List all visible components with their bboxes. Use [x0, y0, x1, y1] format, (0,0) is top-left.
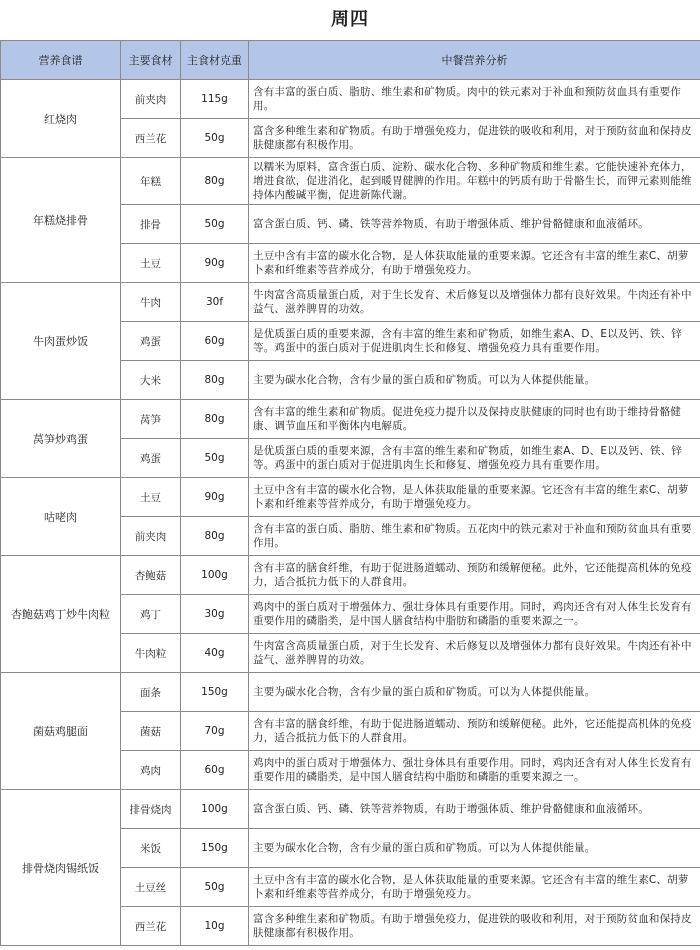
dish-name-cell: 杏鲍菇鸡丁炒牛肉粒	[1, 556, 121, 673]
dish-name-cell: 红烧肉	[1, 80, 121, 158]
table-row	[1, 158, 700, 205]
weight-cell: 90g	[181, 478, 249, 517]
analysis-cell: 主要为碳水化合物，含有少量的蛋白质和矿物质。可以为人体提供能量。	[249, 361, 700, 400]
ingredient-cell: 排骨	[121, 205, 181, 244]
dish-name-cell: 排骨烧肉锡纸饭	[1, 790, 121, 946]
ingredient-cell: 西兰花	[121, 119, 181, 158]
nutrition-table	[0, 40, 700, 946]
analysis-cell: 鸡肉中的蛋白质对于增强体力、强壮身体具有重要作用。同时，鸡肉还含有对人体生长发育有重要作用的磷脂类，是中国人膳食结构中脂肪和磷脂的重要来源之一。	[249, 751, 700, 790]
ingredient-cell: 土豆	[121, 478, 181, 517]
weight-cell: 150g	[181, 829, 249, 868]
ingredient-cell: 西兰花	[121, 907, 181, 946]
analysis-cell: 含有丰富的膳食纤维，有助于促进肠道蠕动、预防和缓解便秘。此外，它还能提高机体的免疫力，适合抵抗力低下的人群食用。	[249, 556, 700, 595]
weight-cell: 60g	[181, 322, 249, 361]
dish-name-cell: 莴笋炒鸡蛋	[1, 400, 121, 478]
ingredient-cell: 排骨烧肉	[121, 790, 181, 829]
weight-cell: 30g	[181, 595, 249, 634]
weight-cell: 80g	[181, 361, 249, 400]
ingredient-cell: 牛肉粒	[121, 634, 181, 673]
ingredient-cell: 牛肉	[121, 283, 181, 322]
ingredient-cell: 前夹肉	[121, 80, 181, 119]
weight-cell: 80g	[181, 400, 249, 439]
analysis-cell: 牛肉富含高质量蛋白质，对于生长发育、术后修复以及增强体力都有良好效果。牛肉还有补中益气、滋养脾胃的功效。	[249, 634, 700, 673]
weight-cell: 60g	[181, 751, 249, 790]
weight-cell: 50g	[181, 119, 249, 158]
header-weight: 主食材克重	[181, 41, 249, 80]
weight-cell: 150g	[181, 673, 249, 712]
analysis-cell: 富含多种维生素和矿物质。有助于增强免疫力，促进铁的吸收和利用，对于预防贫血和保持皮肤健康都有积极作用。	[249, 119, 700, 158]
header-ingredient: 主要食材	[121, 41, 181, 80]
weight-cell: 80g	[181, 517, 249, 556]
analysis-cell: 富含蛋白质、钙、磷、铁等营养物质，有助于增强体质、维护骨骼健康和血液循环。	[249, 790, 700, 829]
ingredient-cell: 米饭	[121, 829, 181, 868]
ingredient-cell: 年糕	[121, 158, 181, 205]
ingredient-cell: 鸡丁	[121, 595, 181, 634]
table-row	[1, 556, 700, 595]
table-row	[1, 400, 700, 439]
header-recipe: 营养食谱	[1, 41, 121, 80]
weight-cell: 115g	[181, 80, 249, 119]
analysis-cell: 含有丰富的维生素和矿物质。促进免疫力提升以及保持皮肤健康的同时也有助于维持骨骼健康、调节血压和平衡体内电解质。	[249, 400, 700, 439]
weight-cell: 50g	[181, 439, 249, 478]
analysis-cell: 土豆中含有丰富的碳水化合物，是人体获取能量的重要来源。它还含有丰富的维生素C、胡萝卜素和纤维素等营养成分，有助于增强免疫力。	[249, 868, 700, 907]
ingredient-cell: 鸡蛋	[121, 439, 181, 478]
analysis-cell: 含有丰富的蛋白质、脂肪、维生素和矿物质。五花肉中的铁元素对于补血和预防贫血具有重要作用。	[249, 517, 700, 556]
weight-cell: 80g	[181, 158, 249, 205]
page-title: 周四	[331, 9, 369, 30]
ingredient-cell: 土豆	[121, 244, 181, 283]
weight-cell: 100g	[181, 556, 249, 595]
weight-cell: 90g	[181, 244, 249, 283]
analysis-cell: 土豆中含有丰富的碳水化合物，是人体获取能量的重要来源。它还含有丰富的维生素C、胡萝卜素和纤维素等营养成分，有助于增强免疫力。	[249, 244, 700, 283]
dish-name-cell: 菌菇鸡腿面	[1, 673, 121, 790]
table-row	[1, 80, 700, 119]
analysis-cell: 主要为碳水化合物，含有少量的蛋白质和矿物质。可以为人体提供能量。	[249, 673, 700, 712]
ingredient-cell: 土豆丝	[121, 868, 181, 907]
ingredient-cell: 大米	[121, 361, 181, 400]
header-analysis: 中餐营养分析	[249, 41, 700, 80]
table-row	[1, 478, 700, 517]
ingredient-cell: 莴笋	[121, 400, 181, 439]
weight-cell: 10g	[181, 907, 249, 946]
table-row	[1, 790, 700, 829]
dish-name-cell: 牛肉蛋炒饭	[1, 283, 121, 400]
analysis-cell: 牛肉富含高质量蛋白质，对于生长发育、术后修复以及增强体力都有良好效果。牛肉还有补中益气、滋养脾胃的功效。	[249, 283, 700, 322]
dish-name-cell: 咕咾肉	[1, 478, 121, 556]
ingredient-cell: 鸡蛋	[121, 322, 181, 361]
analysis-cell: 富含蛋白质、钙、磷、铁等营养物质，有助于增强体质、维护骨骼健康和血液循环。	[249, 205, 700, 244]
table-body	[1, 80, 700, 946]
weight-cell: 30f	[181, 283, 249, 322]
analysis-cell: 是优质蛋白质的重要来源，含有丰富的维生素和矿物质，如维生素A、D、E以及钙、铁、锌等。鸡蛋中的蛋白质对于促进肌肉生长和修复、增强免疫力具有重要作用。	[249, 322, 700, 361]
ingredient-cell: 前夹肉	[121, 517, 181, 556]
table-row	[1, 283, 700, 322]
dish-name-cell: 年糕烧排骨	[1, 158, 121, 283]
analysis-cell: 以糯米为原料，富含蛋白质、淀粉、碳水化合物、多种矿物质和维生素。它能快速补充体力，增进食欲，促进消化，起到暖胃健脾的作用。年糕中的钙质有助于骨骼生长，而钾元素则能维持体内酸碱平衡，促进新陈代谢。	[249, 158, 700, 205]
analysis-cell: 土豆中含有丰富的碳水化合物，是人体获取能量的重要来源。它还含有丰富的维生素C、胡萝卜素和纤维素等营养成分，有助于增强免疫力。	[249, 478, 700, 517]
ingredient-cell: 杏鲍菇	[121, 556, 181, 595]
analysis-cell: 富含多种维生素和矿物质。有助于增强免疫力，促进铁的吸收和利用，对于预防贫血和保持皮肤健康都有积极作用。	[249, 907, 700, 946]
analysis-cell: 是优质蛋白质的重要来源，含有丰富的维生素和矿物质，如维生素A、D、E以及钙、铁、锌等。鸡蛋中的蛋白质对于促进肌肉生长和修复、增强免疫力具有重要作用。	[249, 439, 700, 478]
weight-cell: 70g	[181, 712, 249, 751]
table-header-row	[1, 41, 700, 80]
analysis-cell: 主要为碳水化合物，含有少量的蛋白质和矿物质。可以为人体提供能量。	[249, 829, 700, 868]
ingredient-cell: 鸡肉	[121, 751, 181, 790]
weight-cell: 100g	[181, 790, 249, 829]
ingredient-cell: 面条	[121, 673, 181, 712]
analysis-cell: 鸡肉中的蛋白质对于增强体力、强壮身体具有重要作用。同时，鸡肉还含有对人体生长发育有重要作用的磷脂类，是中国人膳食结构中脂肪和磷脂的重要来源之一。	[249, 595, 700, 634]
ingredient-cell: 菌菇	[121, 712, 181, 751]
weight-cell: 50g	[181, 868, 249, 907]
weight-cell: 40g	[181, 634, 249, 673]
table-row	[1, 673, 700, 712]
weight-cell: 50g	[181, 205, 249, 244]
analysis-cell: 含有丰富的蛋白质、脂肪、维生素和矿物质。肉中的铁元素对于补血和预防贫血具有重要作用。	[249, 80, 700, 119]
analysis-cell: 含有丰富的膳食纤维，有助于促进肠道蠕动、预防和缓解便秘。此外，它还能提高机体的免疫力，适合抵抗力低下的人群食用。	[249, 712, 700, 751]
